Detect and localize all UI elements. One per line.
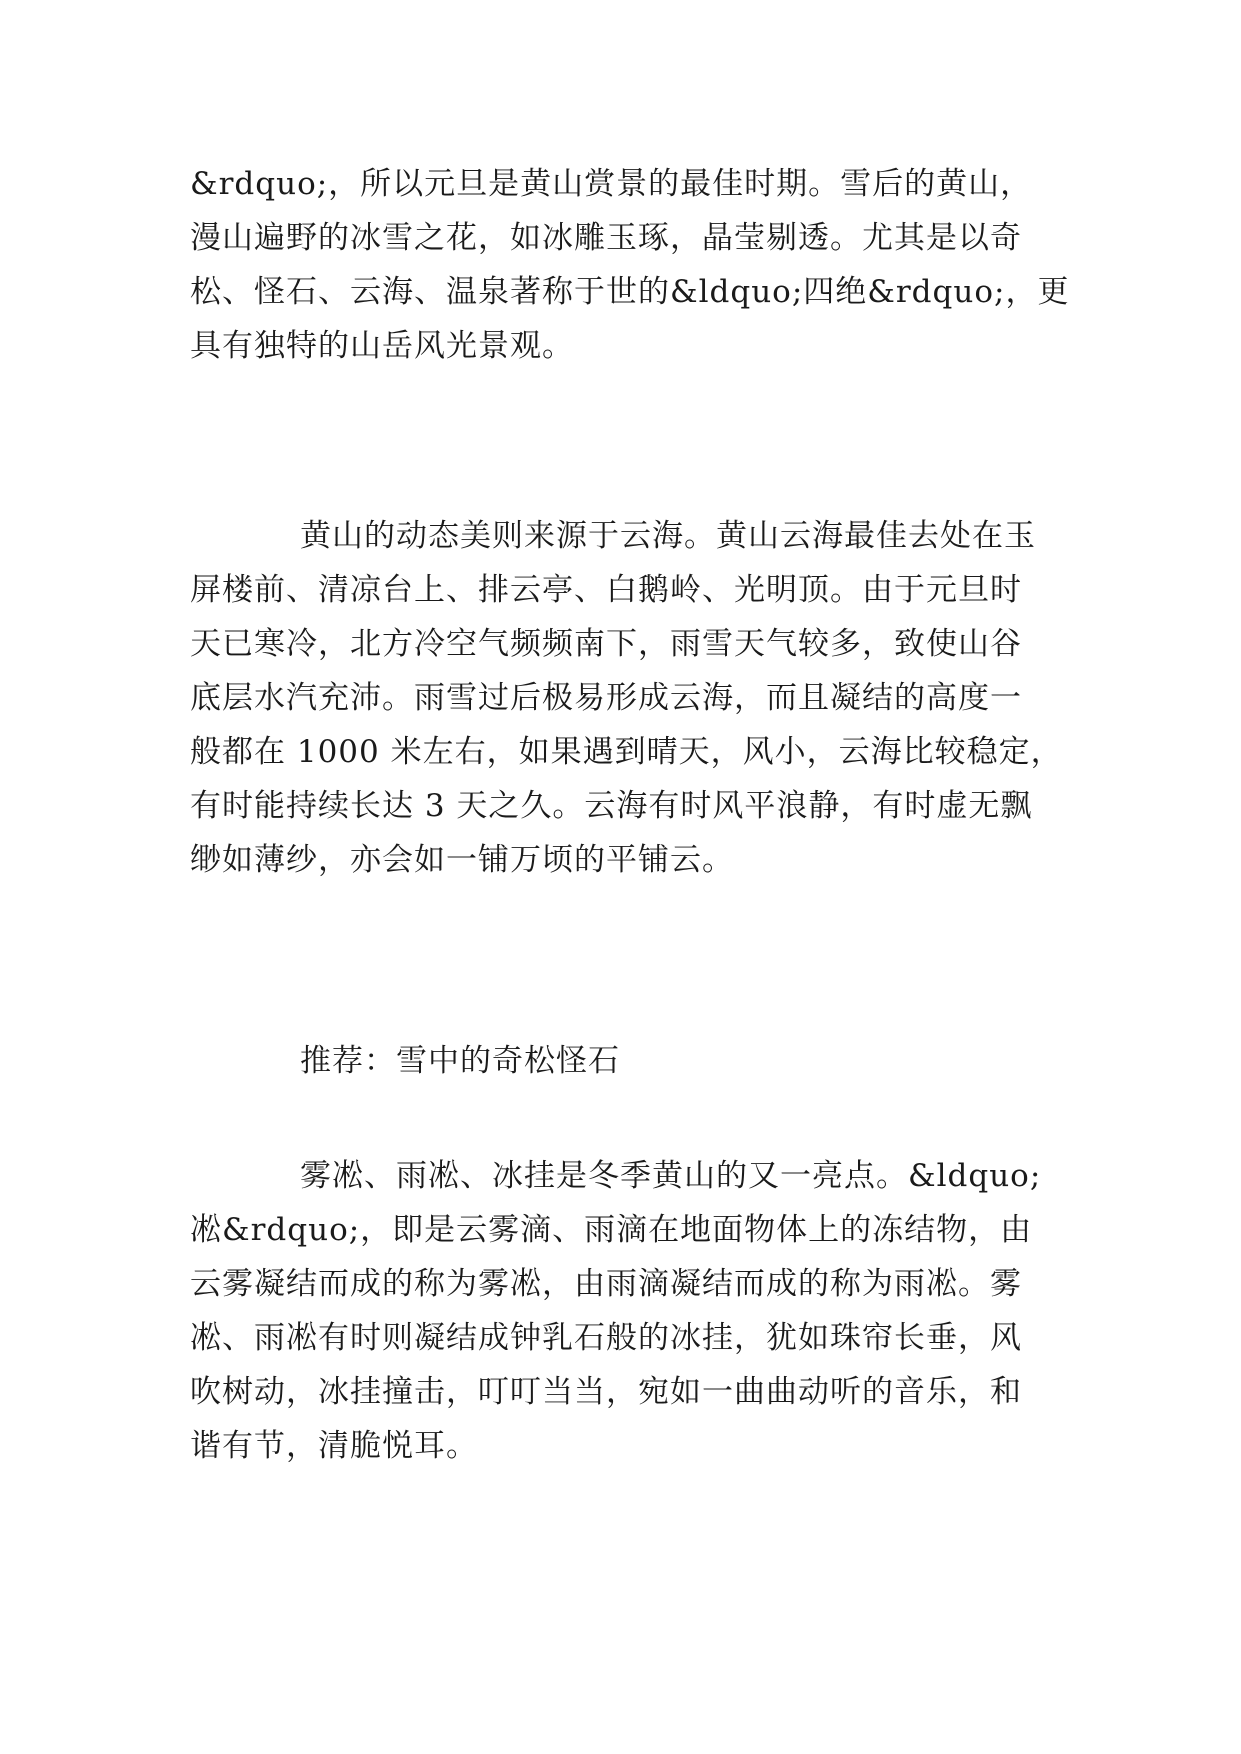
paragraph-2-line: 屏楼前、清凉台上、排云亭、白鹅岭、光明顶。由于元旦时 [190,572,1022,608]
section-heading-text: 推荐：雪中的奇松怪石 [300,1043,620,1079]
paragraph-1-line: &rdquo;，所以元旦是黄山赏景的最佳时期。雪后的黄山， [190,166,1033,202]
paragraph-1-line: 漫山遍野的冰雪之花，如冰雕玉琢，晶莹剔透。尤其是以奇 [190,220,1022,256]
paragraph-1-line: 具有独特的山岳风光景观。 [190,328,574,364]
section-heading [190,1034,1050,1088]
paragraph-3-line: 雾凇、雨凇、冰挂是冬季黄山的又一亮点。&ldquo; [300,1158,1042,1194]
paragraph-2-line: 有时能持续长达 3 天之久。云海有时风平浪静，有时虚无飘 [190,788,1033,824]
paragraph-3-line: 凇&rdquo;，即是云雾滴、雨滴在地面物体上的冻结物，由 [190,1212,1033,1248]
paragraph-2-line: 般都在 1000 米左右，如果遇到晴天，风小，云海比较稳定， [190,734,1063,770]
paragraph-3-line: 凇、雨凇有时则凝结成钟乳石般的冰挂，犹如珠帘长垂，风 [190,1320,1022,1356]
paragraph-2 [190,509,1063,887]
paragraph-1 [190,157,1070,373]
paragraph-2-line: 天已寒冷，北方冷空气频频南下，雨雪天气较多，致使山谷 [190,626,1022,662]
paragraph-1-line: 松、怪石、云海、温泉著称于世的&ldquo;四绝&rdquo;，更 [190,274,1070,310]
paragraph-2-line: 黄山的动态美则来源于云海。黄山云海最佳去处在玉 [300,518,1036,554]
paragraph-3 [190,1149,1050,1473]
paragraph-2-line: 底层水汽充沛。雨雪过后极易形成云海，而且凝结的高度一 [190,680,1022,716]
paragraph-3-line: 云雾凝结而成的称为雾凇，由雨滴凝结而成的称为雨凇。雾 [190,1266,1022,1302]
paragraph-2-line: 缈如薄纱，亦会如一铺万顷的平铺云。 [190,842,734,878]
paragraph-3-line: 吹树动，冰挂撞击，叮叮当当，宛如一曲曲动听的音乐，和 [190,1374,1022,1410]
paragraph-3-line: 谐有节，清脆悦耳。 [190,1428,478,1464]
